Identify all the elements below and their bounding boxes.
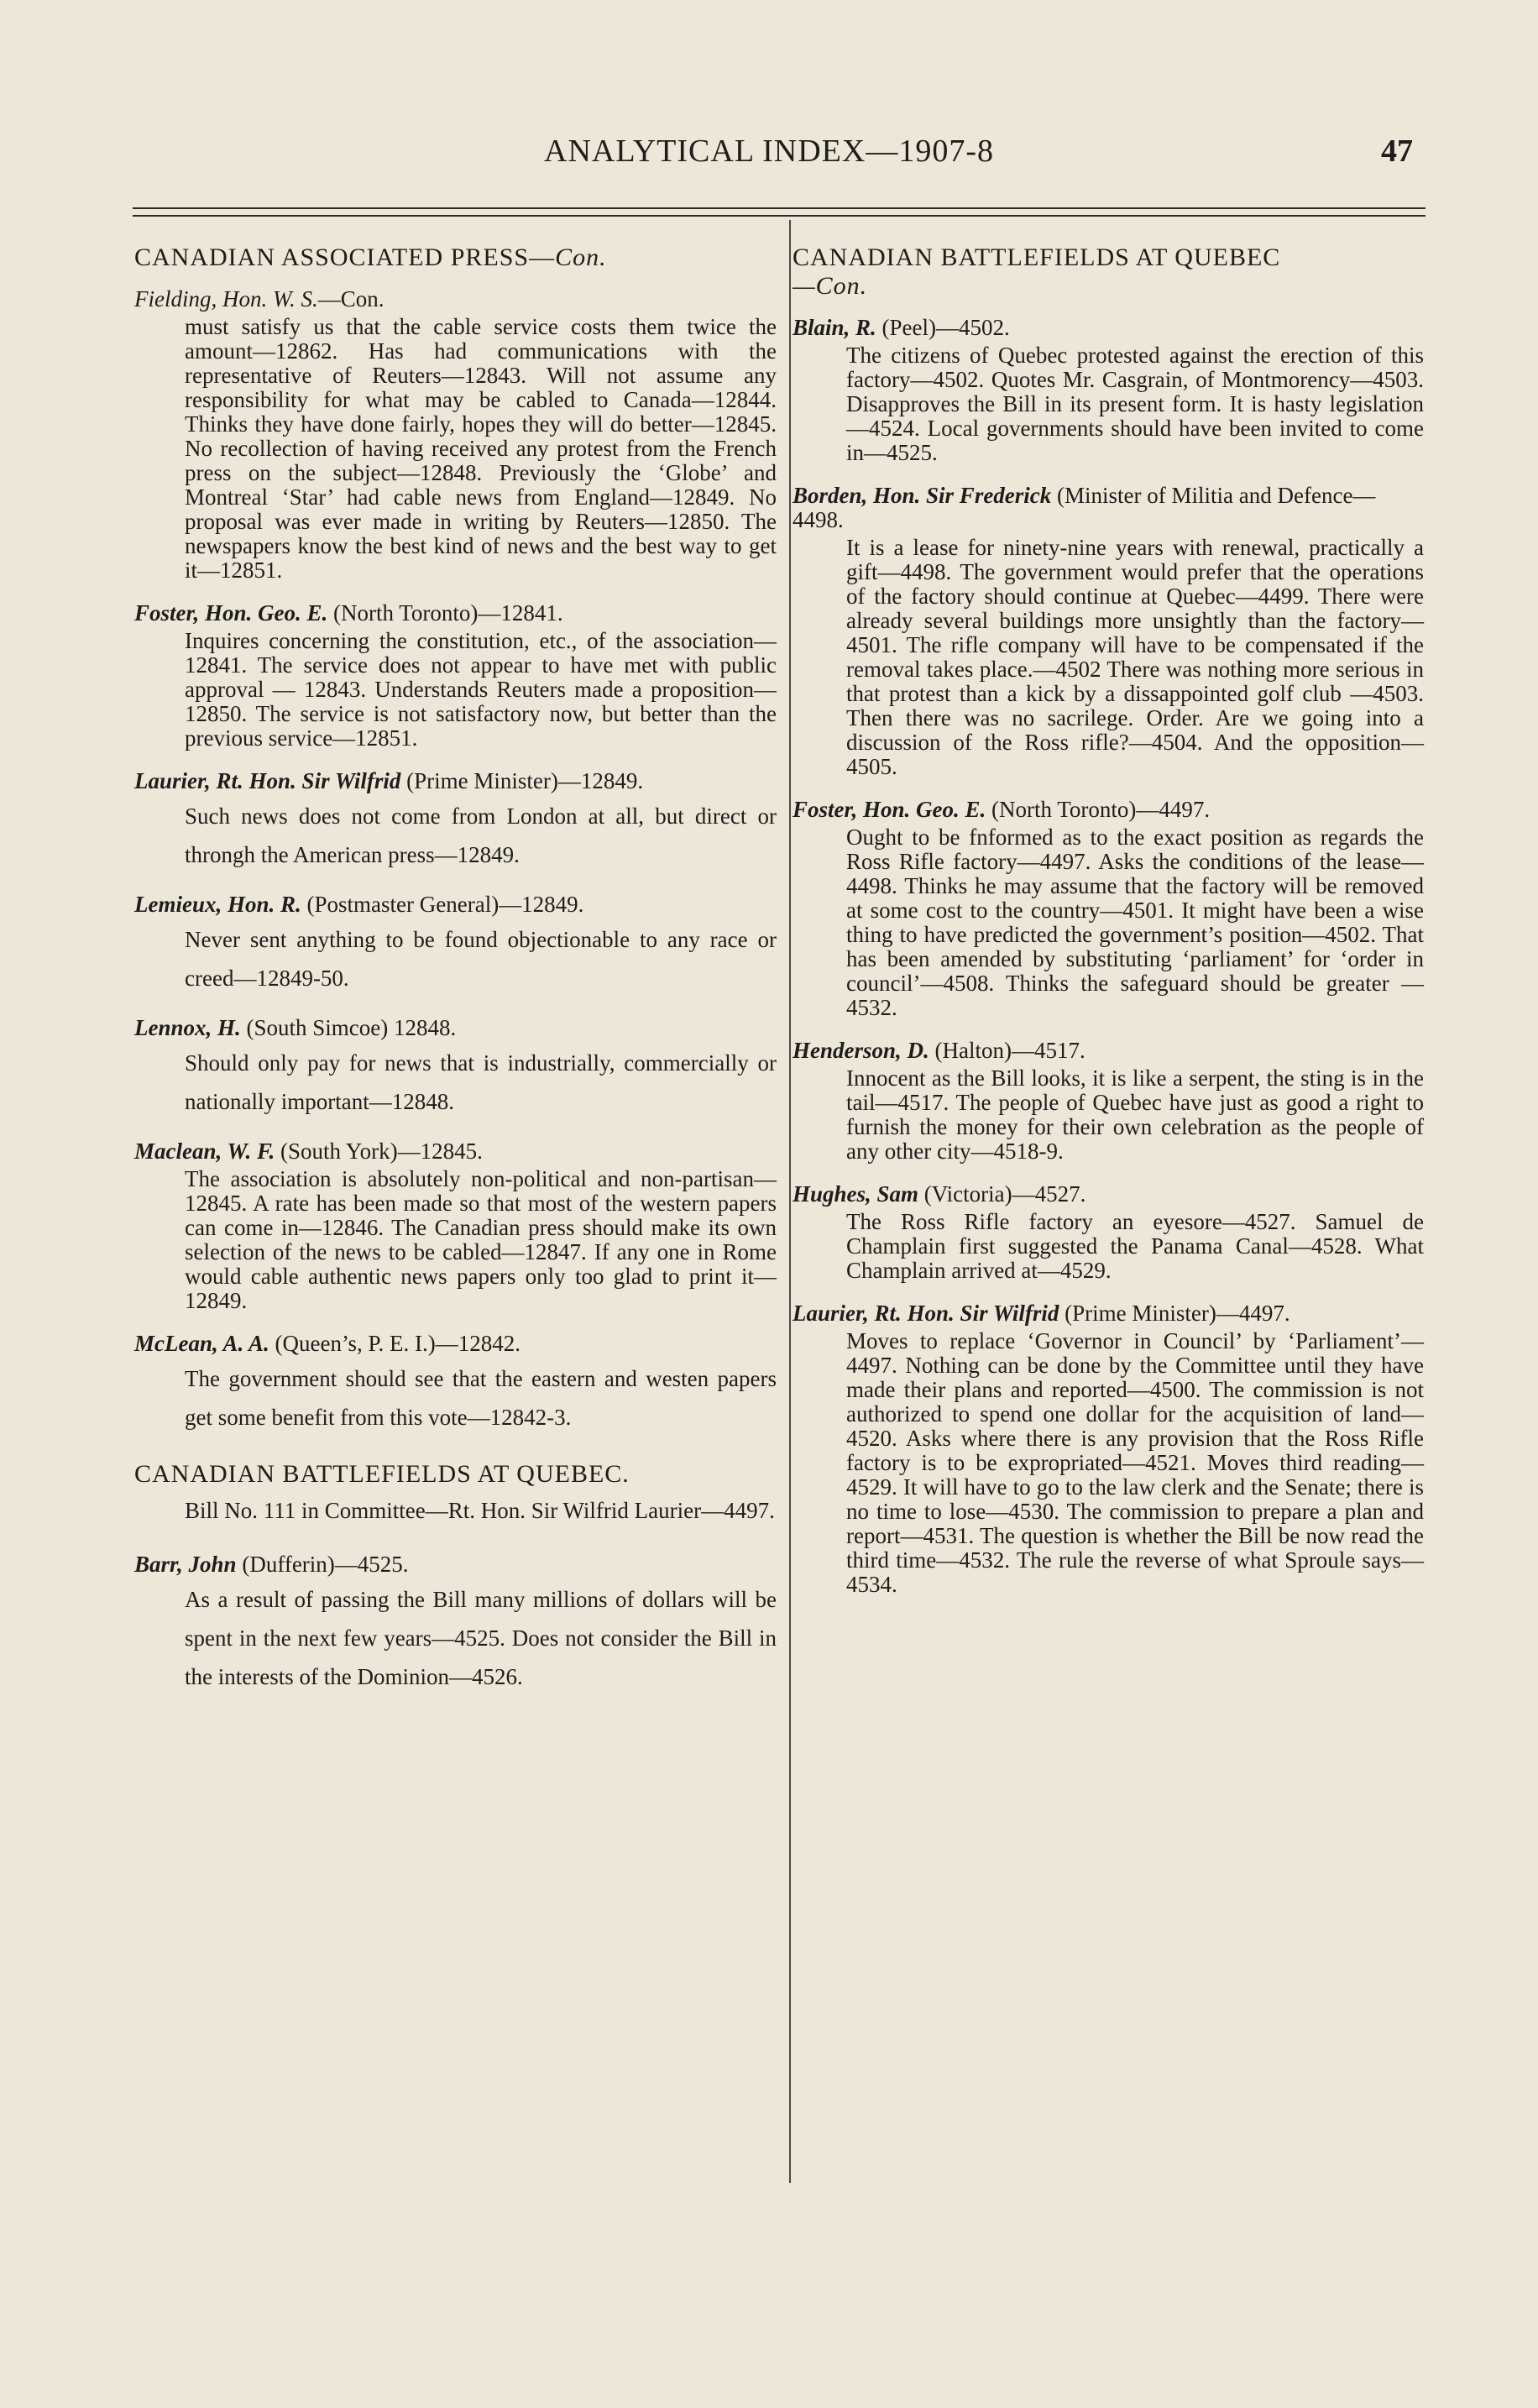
index-entry [134, 1016, 777, 1121]
entry-heading [793, 484, 1424, 532]
entry-text: The association is absolutely non-political and non-partisan—12845. A rate has been made so that most of the western papers can come in—12846. The Canadian press should make its own selection of the news to be cabled—12847. If any one in Rome would cable authentic news papers only too glad to print it—12849. [185, 1166, 777, 1313]
entry-name: Maclean, W. F. [134, 1139, 275, 1164]
entry-heading [134, 601, 777, 626]
entry-name: Blain, R. [793, 315, 876, 340]
entry-text: The government should see that the eastern and westen papers get some benefit from this vote—12842-3. [185, 1366, 777, 1430]
index-entry [793, 1039, 1424, 1164]
entry-name: Laurier, Rt. Hon. Sir Wilfrid [134, 768, 401, 793]
page-number: 47 [1381, 133, 1413, 169]
entry-name: Borden, Hon. Sir Frederick [793, 483, 1052, 508]
entry-heading [134, 1332, 777, 1356]
section-note: Bill No. 111 in Committee—Rt. Hon. Sir Wilfrid Laurier—4497. [185, 1498, 775, 1523]
entry-name: Lemieux, Hon. R. [134, 892, 301, 917]
index-entry [134, 1139, 777, 1313]
section-title: CANADIAN ASSOCIATED PRESS—Con. [134, 243, 607, 271]
index-entry [793, 484, 1424, 779]
entry-detail: —Con. [317, 286, 384, 311]
entry-text: Moves to replace ‘Governor in Council’ by ‘Parliament’—4497. Nothing can be done by the Committee until they have made their plans and reported—4500. The commission is not authorized to spend one dollar for the acquisition of land—4520. Asks where there is any provision that the Ross Rifle factory is to be expropriated—4521. Moves third reading—4529. It will have to go to the law clerk and the Senate; there is no time to lose—4530. The commission to prepare a plan and report—4531. The question is whether the Bill be now read the third time—4532. The rule the reverse of what Sproule says—4534. [846, 1328, 1424, 1597]
entry-detail: (Halton)—4517. [929, 1038, 1085, 1063]
left-column [134, 243, 777, 1714]
entry-detail: (South York)—12845. [275, 1139, 483, 1164]
entry-heading [793, 798, 1424, 822]
index-entry [134, 601, 777, 751]
entry-text: It is a lease for ninety-nine years with renewal, practically a gift—4498. The government would prefer that the operations of the factory should continue at Quebec—4499. There were already several buildings more unsightly than the factory—4501. The rifle company will have to be compensated if the removal takes place.—4502 There was nothing more serious in that protest than a kick by a dissappointed golf club —4503. Then there was no sacrilege. Order. Are we going into a discussion of the Ross rifle?—4504. And the opposition—4505. [846, 535, 1424, 779]
entry-name: Barr, John [134, 1552, 237, 1577]
entry-detail: (North Toronto)—4497. [986, 797, 1211, 822]
entry-name: McLean, A. A. [134, 1331, 269, 1356]
entry-detail: (Dufferin)—4525. [236, 1552, 409, 1577]
entry-text: Never sent anything to be found objectionable to any race or creed—12849-50. [185, 927, 777, 991]
section-title: CANADIAN BATTLEFIELDS AT QUEBEC. [134, 1460, 630, 1488]
entry-text: Ought to be fnformed as to the exact position as regards the Ross Rifle factory—4497. Asks the conditions of the lease—4498. Thinks he may assume that the factory will be removed at some cost to the country—4501. It might have been a wise thing to have predicted the government’s position—4502. That has been amended by substituting ‘parliament’ for ‘order in council’—4508. Thinks the safeguard should be greater —4532. [846, 824, 1424, 1020]
entry-text: The citizens of Quebec protested against the erection of this factory—4502. Quotes Mr. Casgrain, of Montmorency—4503. Disapproves the Bill in its present form. It is hasty legislation—4524. Local governments should have been invited to come in—4525. [846, 343, 1424, 465]
index-entry [793, 1182, 1424, 1283]
index-entry [793, 316, 1424, 465]
entry-text: As a result of passing the Bill many millions of dollars will be spent in the next few years—4525. Does not consider the Bill in the interests of the Dominion—4526. [185, 1587, 777, 1689]
entry-name: Henderson, D. [793, 1038, 929, 1063]
entry-detail: (Victoria)—4527. [918, 1181, 1086, 1207]
entry-text: The Ross Rifle factory an eyesore—4527. Samuel de Champlain first suggested the Panama Canal—4528. What Champlain arrived at—4529. [846, 1209, 1424, 1283]
entry-detail: (South Simcoe) 12848. [240, 1015, 457, 1040]
index-entry [793, 798, 1424, 1020]
index-entry [134, 769, 777, 874]
entry-detail: (Prime Minister)—12849. [400, 768, 644, 793]
column-divider [789, 220, 791, 2183]
entry-text: must satisfy us that the cable service costs them twice the amount—12862. Has had communications with the representative of Reuters—12843. Will not assume any responsibility for what may be cabled to Canada—12844. Thinks they have done fairly, hopes they will do better—12845. No recollection of having received any protest from the French press on the subject—12848. Previously the ‘Globe’ and Montreal ‘Star’ had cable news from England—12849. No proposal was ever made in writing by Reuters—12850. The newspapers know the best kind of news and the best way to get it—12851. [185, 314, 777, 583]
entry-detail: (Peel)—4502. [876, 315, 1010, 340]
entry-name: Foster, Hon. Geo. E. [793, 797, 986, 822]
entry-heading [793, 316, 1424, 340]
header-rule-top [133, 207, 1426, 209]
page-title: ANALYTICAL INDEX—1907-8 [544, 133, 994, 169]
index-entry [134, 893, 777, 997]
entry-heading [793, 1301, 1424, 1326]
entry-heading [134, 893, 777, 917]
entry-heading [134, 287, 777, 311]
index-entry [134, 1552, 777, 1696]
index-entry [134, 1332, 777, 1437]
header-rule-bottom [133, 215, 1426, 217]
entry-detail: (North Toronto)—12841. [327, 600, 563, 626]
entry-text: Innocent as the Bill looks, it is like a serpent, the sting is in the tail—4517. The people of Quebec have just as good a right to furnish the money for their own celebration as the people of any other city—4518-9. [846, 1065, 1424, 1164]
entry-detail: (Minister of Militia and Defence—4498. [793, 483, 1376, 532]
entry-text: Such news does not come from London at all, but direct or throngh the American press—12849. [185, 804, 777, 867]
section-title: CANADIAN BATTLEFIELDS AT QUEBEC —Con. [793, 243, 1281, 300]
entry-heading [134, 1139, 777, 1164]
entry-name: Laurier, Rt. Hon. Sir Wilfrid [793, 1301, 1059, 1326]
entry-heading [134, 769, 777, 793]
right-column [793, 243, 1424, 1615]
entry-heading [134, 1552, 777, 1577]
entry-heading [793, 1039, 1424, 1063]
entry-detail: (Prime Minister)—4497. [1059, 1301, 1290, 1326]
entry-text: Should only pay for news that is industrially, commercially or nationally important—12848. [185, 1050, 777, 1114]
entry-name: Fielding, Hon. W. S. [134, 286, 318, 311]
entry-heading [793, 1182, 1424, 1207]
index-entry [793, 1301, 1424, 1597]
entry-text: Inquires concerning the constitution, etc., of the association—12841. The service does not appear to have met with public approval — 12843. Understands Reuters made a proposition—12850. The service is not satisfactory now, but better than the previous service—12851. [185, 628, 777, 751]
entry-detail: (Queen’s, P. E. I.)—12842. [269, 1331, 521, 1356]
entry-heading [134, 1016, 777, 1040]
entry-detail: (Postmaster General)—12849. [301, 892, 584, 917]
index-entry [134, 287, 777, 583]
entry-name: Lennox, H. [134, 1015, 241, 1040]
entry-name: Foster, Hon. Geo. E. [134, 600, 328, 626]
entry-name: Hughes, Sam [793, 1181, 919, 1207]
